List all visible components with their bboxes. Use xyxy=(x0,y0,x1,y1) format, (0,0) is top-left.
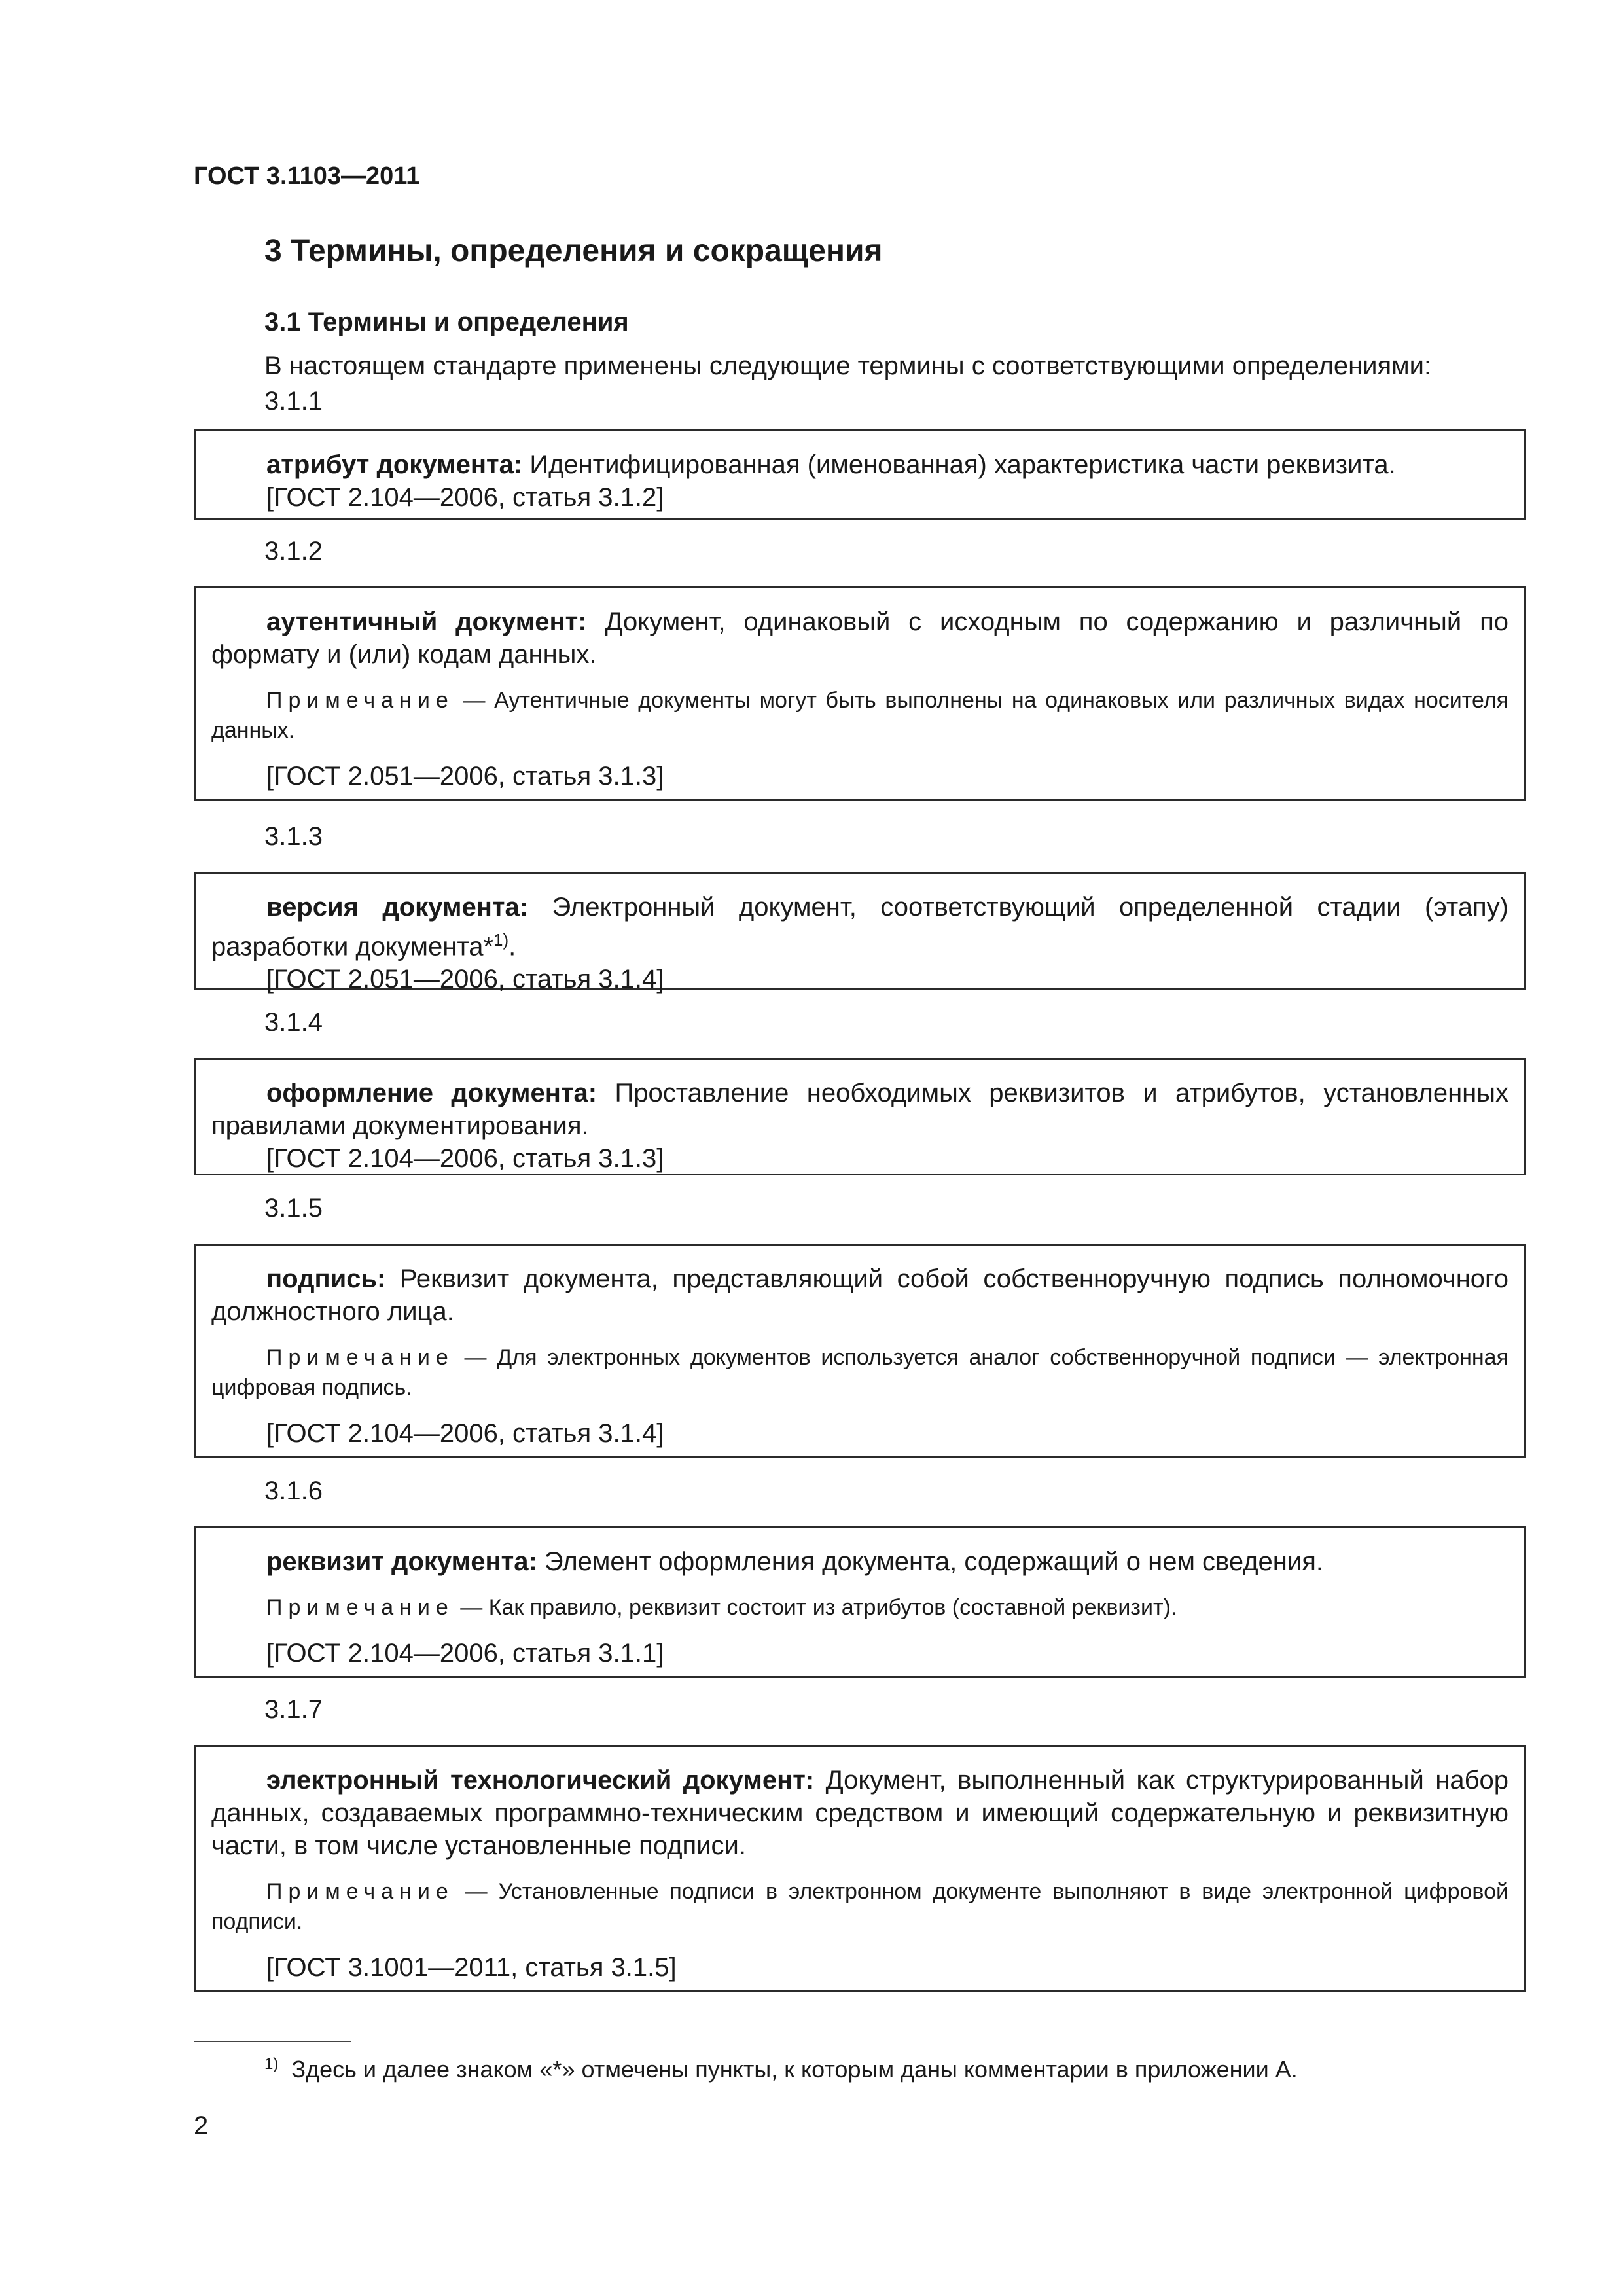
entry-number: 3.1.2 xyxy=(264,537,323,565)
source-reference: [ГОСТ 2.104—2006, статья 3.1.3] xyxy=(266,1144,664,1173)
entry-number: 3.1.3 xyxy=(264,822,323,851)
definition-text: Документ, одинаковый с исходным по содержанию и различный по формату и (или) кодам данных. xyxy=(211,607,1509,669)
intro-text: В настоящем стандарте применены следующие термины с соответствующими определениями: xyxy=(264,351,1432,380)
term-definition xyxy=(211,448,1508,481)
term-box-3-1-2 xyxy=(194,586,1526,801)
note-text: — Как правило, реквизит состоит из атрибутов (составной реквизит). xyxy=(454,1595,1177,1620)
term-name: электронный технологический документ: xyxy=(266,1766,815,1795)
term-definition xyxy=(211,1077,1508,1142)
source-reference: [ГОСТ 2.051—2006, статья 3.1.3] xyxy=(266,762,664,791)
source-reference: [ГОСТ 2.104—2006, статья 3.1.2] xyxy=(266,483,664,512)
entry-number: 3.1.7 xyxy=(264,1695,323,1724)
term-box-3-1-7 xyxy=(194,1745,1526,1992)
entry-number: 3.1.4 xyxy=(264,1008,323,1037)
term-name: подпись: xyxy=(266,1265,386,1293)
section-title: 3 Термины, определения и сокращения xyxy=(264,234,883,268)
note-label: Примечание xyxy=(266,688,454,713)
term-name: версия документа: xyxy=(266,893,529,922)
document-code-header: ГОСТ 3.1103—2011 xyxy=(194,162,420,190)
term-name: атрибут документа: xyxy=(266,450,523,479)
note-text: — Аутентичные документы могут быть выполнены на одинаковых или различных видах носителя данных. xyxy=(211,688,1508,743)
subsection-title: 3.1 Термины и определения xyxy=(264,308,629,336)
footnote-text: Здесь и далее знаком «*» отмечены пункты, к которым даны комментарии в приложении А. xyxy=(291,2056,1298,2083)
note xyxy=(211,1592,1508,1623)
footnote-mark: 1) xyxy=(264,2055,279,2073)
note-text: — Для электронных документов используется аналог собственноручной подписи — электронная цифровая подпись. xyxy=(211,1345,1508,1400)
source-reference: [ГОСТ 3.1001—2011, статья 3.1.5] xyxy=(266,1953,677,1982)
term-box-3-1-4 xyxy=(194,1058,1526,1175)
definition-text: Элемент оформления документа, содержащий о нем сведения. xyxy=(537,1547,1324,1576)
note-text: — Установленные подписи в электронном документе выполняют в виде электронной цифровой подписи. xyxy=(211,1879,1508,1934)
note xyxy=(211,685,1508,745)
footnote-mark: 1) xyxy=(493,930,509,950)
source-reference: [ГОСТ 2.051—2006, статья 3.1.4] xyxy=(266,965,664,994)
term-box-3-1-5 xyxy=(194,1244,1526,1458)
note-label: Примечание xyxy=(266,1879,454,1904)
definition-text: Электронный документ, соответствующий определенной стадии (этапу) разработки документа* xyxy=(211,893,1509,961)
definition-text: Реквизит документа, представляющий собой собственноручную подпись полномочного должностного лица. xyxy=(211,1265,1508,1326)
footnote xyxy=(264,2055,1298,2083)
term-name: оформление документа: xyxy=(266,1079,597,1107)
page-number: 2 xyxy=(194,2111,209,2140)
source-reference: [ГОСТ 2.104—2006, статья 3.1.4] xyxy=(266,1419,664,1448)
definition-end: . xyxy=(508,932,516,961)
definition-text: Документ, выполненный как структурированный набор данных, создаваемых программно-техническим средством и имеющий содержательную и реквизитную части, в том числе установленные подписи. xyxy=(211,1766,1508,1860)
term-definition xyxy=(211,1764,1508,1862)
footnote-separator xyxy=(194,2041,351,2042)
term-definition xyxy=(211,1545,1508,1578)
term-name: аутентичный документ: xyxy=(266,607,587,636)
term-box-3-1-1 xyxy=(194,429,1526,520)
term-definition xyxy=(211,891,1508,963)
definition-text: Проставление необходимых реквизитов и атрибутов, установленных правилами документирования. xyxy=(211,1079,1508,1140)
entry-number: 3.1.6 xyxy=(264,1477,323,1505)
source-reference: [ГОСТ 2.104—2006, статья 3.1.1] xyxy=(266,1639,664,1668)
note-label: Примечание xyxy=(266,1345,454,1370)
intro-paragraph xyxy=(264,348,1431,419)
term-box-3-1-6 xyxy=(194,1526,1526,1678)
term-definition xyxy=(211,1263,1508,1328)
term-name: реквизит документа: xyxy=(266,1547,537,1576)
note xyxy=(211,1876,1508,1937)
note xyxy=(211,1342,1508,1403)
definition-text: Идентифицированная (именованная) характеристика части реквизита. xyxy=(522,450,1396,479)
term-definition xyxy=(211,605,1508,671)
entry-number: 3.1.1 xyxy=(264,387,323,416)
entry-number: 3.1.5 xyxy=(264,1194,323,1223)
term-box-3-1-3 xyxy=(194,872,1526,994)
note-label: Примечание xyxy=(266,1595,454,1620)
